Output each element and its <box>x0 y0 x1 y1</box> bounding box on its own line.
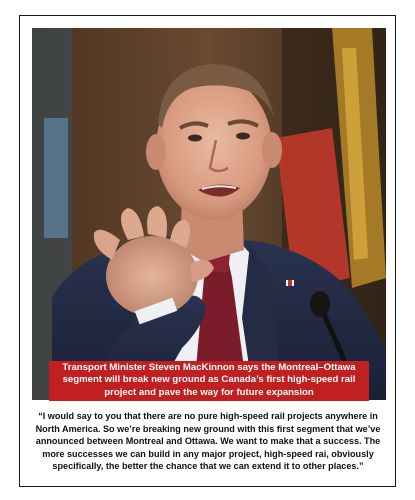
speaker-photo <box>32 28 386 400</box>
photo-caption: Transport Minister Steven MacKinnon says the Montreal–Ottawa segment will break new ground as Canada’s first high-speed rail project and pave the way for future expansion <box>49 361 369 401</box>
quote-text: “I would say to you that there are no pure high-speed rail projects anywhere in North America. So we’re breaking new ground with this first segment that we’ve announced between Montreal and Ottawa. We want to make that a success. The more successes we can build in any major project, high-speed rai, obviously specifically, the better the chance that we can extend it to other places.” <box>35 411 381 472</box>
